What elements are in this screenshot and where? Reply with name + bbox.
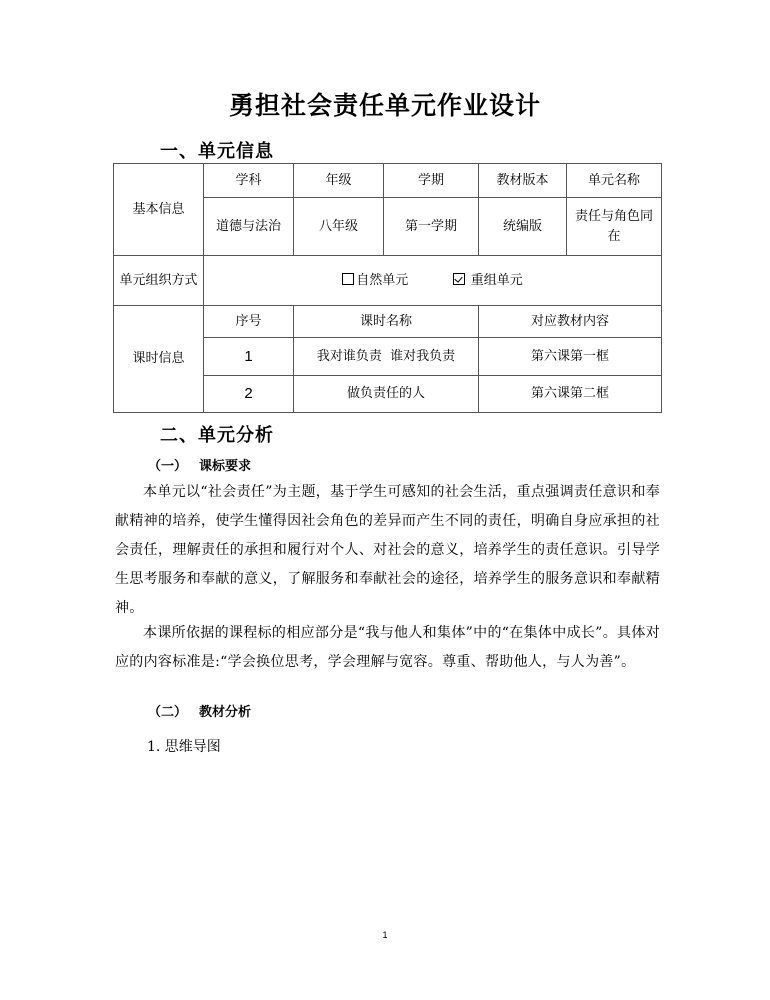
lesson-content: 第六课第一框 — [479, 338, 662, 376]
header-lesson-no: 序号 — [204, 306, 294, 338]
natural-unit-option[interactable] — [342, 273, 412, 288]
checkbox-checked-icon[interactable] — [453, 273, 465, 285]
curriculum-paragraph-1 — [115, 478, 660, 623]
header-lesson-content: 对应教材内容 — [479, 306, 662, 338]
value-unit-name: 责任与角色同在 — [567, 198, 662, 256]
lesson-name: 做负责任的人 — [294, 376, 479, 413]
lesson-no: 1 — [204, 338, 294, 376]
org-mode-options — [204, 256, 662, 306]
document-title: 勇担社会责任单元作业设计 — [228, 91, 541, 120]
lesson-no: 2 — [204, 376, 294, 413]
header-lesson-name: 课时名称 — [294, 306, 479, 338]
subheading-number: （一） — [148, 459, 188, 474]
basic-info-label: 基本信息 — [114, 164, 204, 256]
paragraph-text: 本课所依据的课程标的相应部分是“我与他人和集体”中的“在集体中成长”。具体对应的内容标准是:“学会换位思考，学会理解与宽容。尊重、帮助他人，与人为善”。 — [115, 625, 660, 670]
subheading-label: 课标要求 — [199, 459, 252, 474]
subheading-number: （二） — [148, 705, 188, 720]
curriculum-paragraph-2 — [115, 619, 660, 677]
section-heading-unit-analysis: 二、单元分析 — [160, 425, 274, 446]
lesson-content: 第六课第二框 — [479, 376, 662, 413]
header-grade: 年级 — [294, 164, 384, 198]
org-mode-label: 单元组织方式 — [114, 256, 204, 306]
page-number: 1 — [382, 930, 388, 940]
regrouped-unit-label: 重组单元 — [470, 272, 523, 288]
lesson-info-label: 课时信息 — [114, 306, 204, 413]
checkbox-unchecked-icon[interactable] — [342, 273, 354, 285]
natural-unit-label: 自然单元 — [356, 272, 409, 288]
header-unit-name: 单元名称 — [567, 164, 662, 198]
subheading-curriculum-standard — [148, 455, 251, 474]
value-subject: 道德与法治 — [204, 198, 294, 256]
value-edition: 统编版 — [479, 198, 567, 256]
mind-map-item: 1. 思维导图 — [147, 739, 221, 755]
lesson-name: 我对谁负责 谁对我负责 — [294, 338, 479, 376]
value-semester: 第一学期 — [384, 198, 479, 256]
header-edition: 教材版本 — [479, 164, 567, 198]
subheading-label: 教材分析 — [199, 705, 252, 720]
subheading-textbook-analysis — [148, 701, 251, 720]
regrouped-unit-option[interactable] — [453, 273, 523, 288]
value-grade: 八年级 — [294, 198, 384, 256]
header-semester: 学期 — [384, 164, 479, 198]
unit-info-table — [113, 163, 662, 413]
header-subject: 学科 — [204, 164, 294, 198]
section-heading-unit-info: 一、单元信息 — [160, 141, 274, 162]
paragraph-text: 本单元以“社会责任”为主题，基于学生可感知的社会生活，重点强调责任意识和奉献精神的培养，使学生懂得因社会角色的差异而产生不同的责任，明确自身应承担的社会责任，理解责任的承担和履行对个人、对社会的意义，培养学生的责任意识。引导学生思考服务和奉献的意义，了解服务和奉献社会的途径，培养学生的服务意识和奉献精神。 — [115, 484, 660, 616]
